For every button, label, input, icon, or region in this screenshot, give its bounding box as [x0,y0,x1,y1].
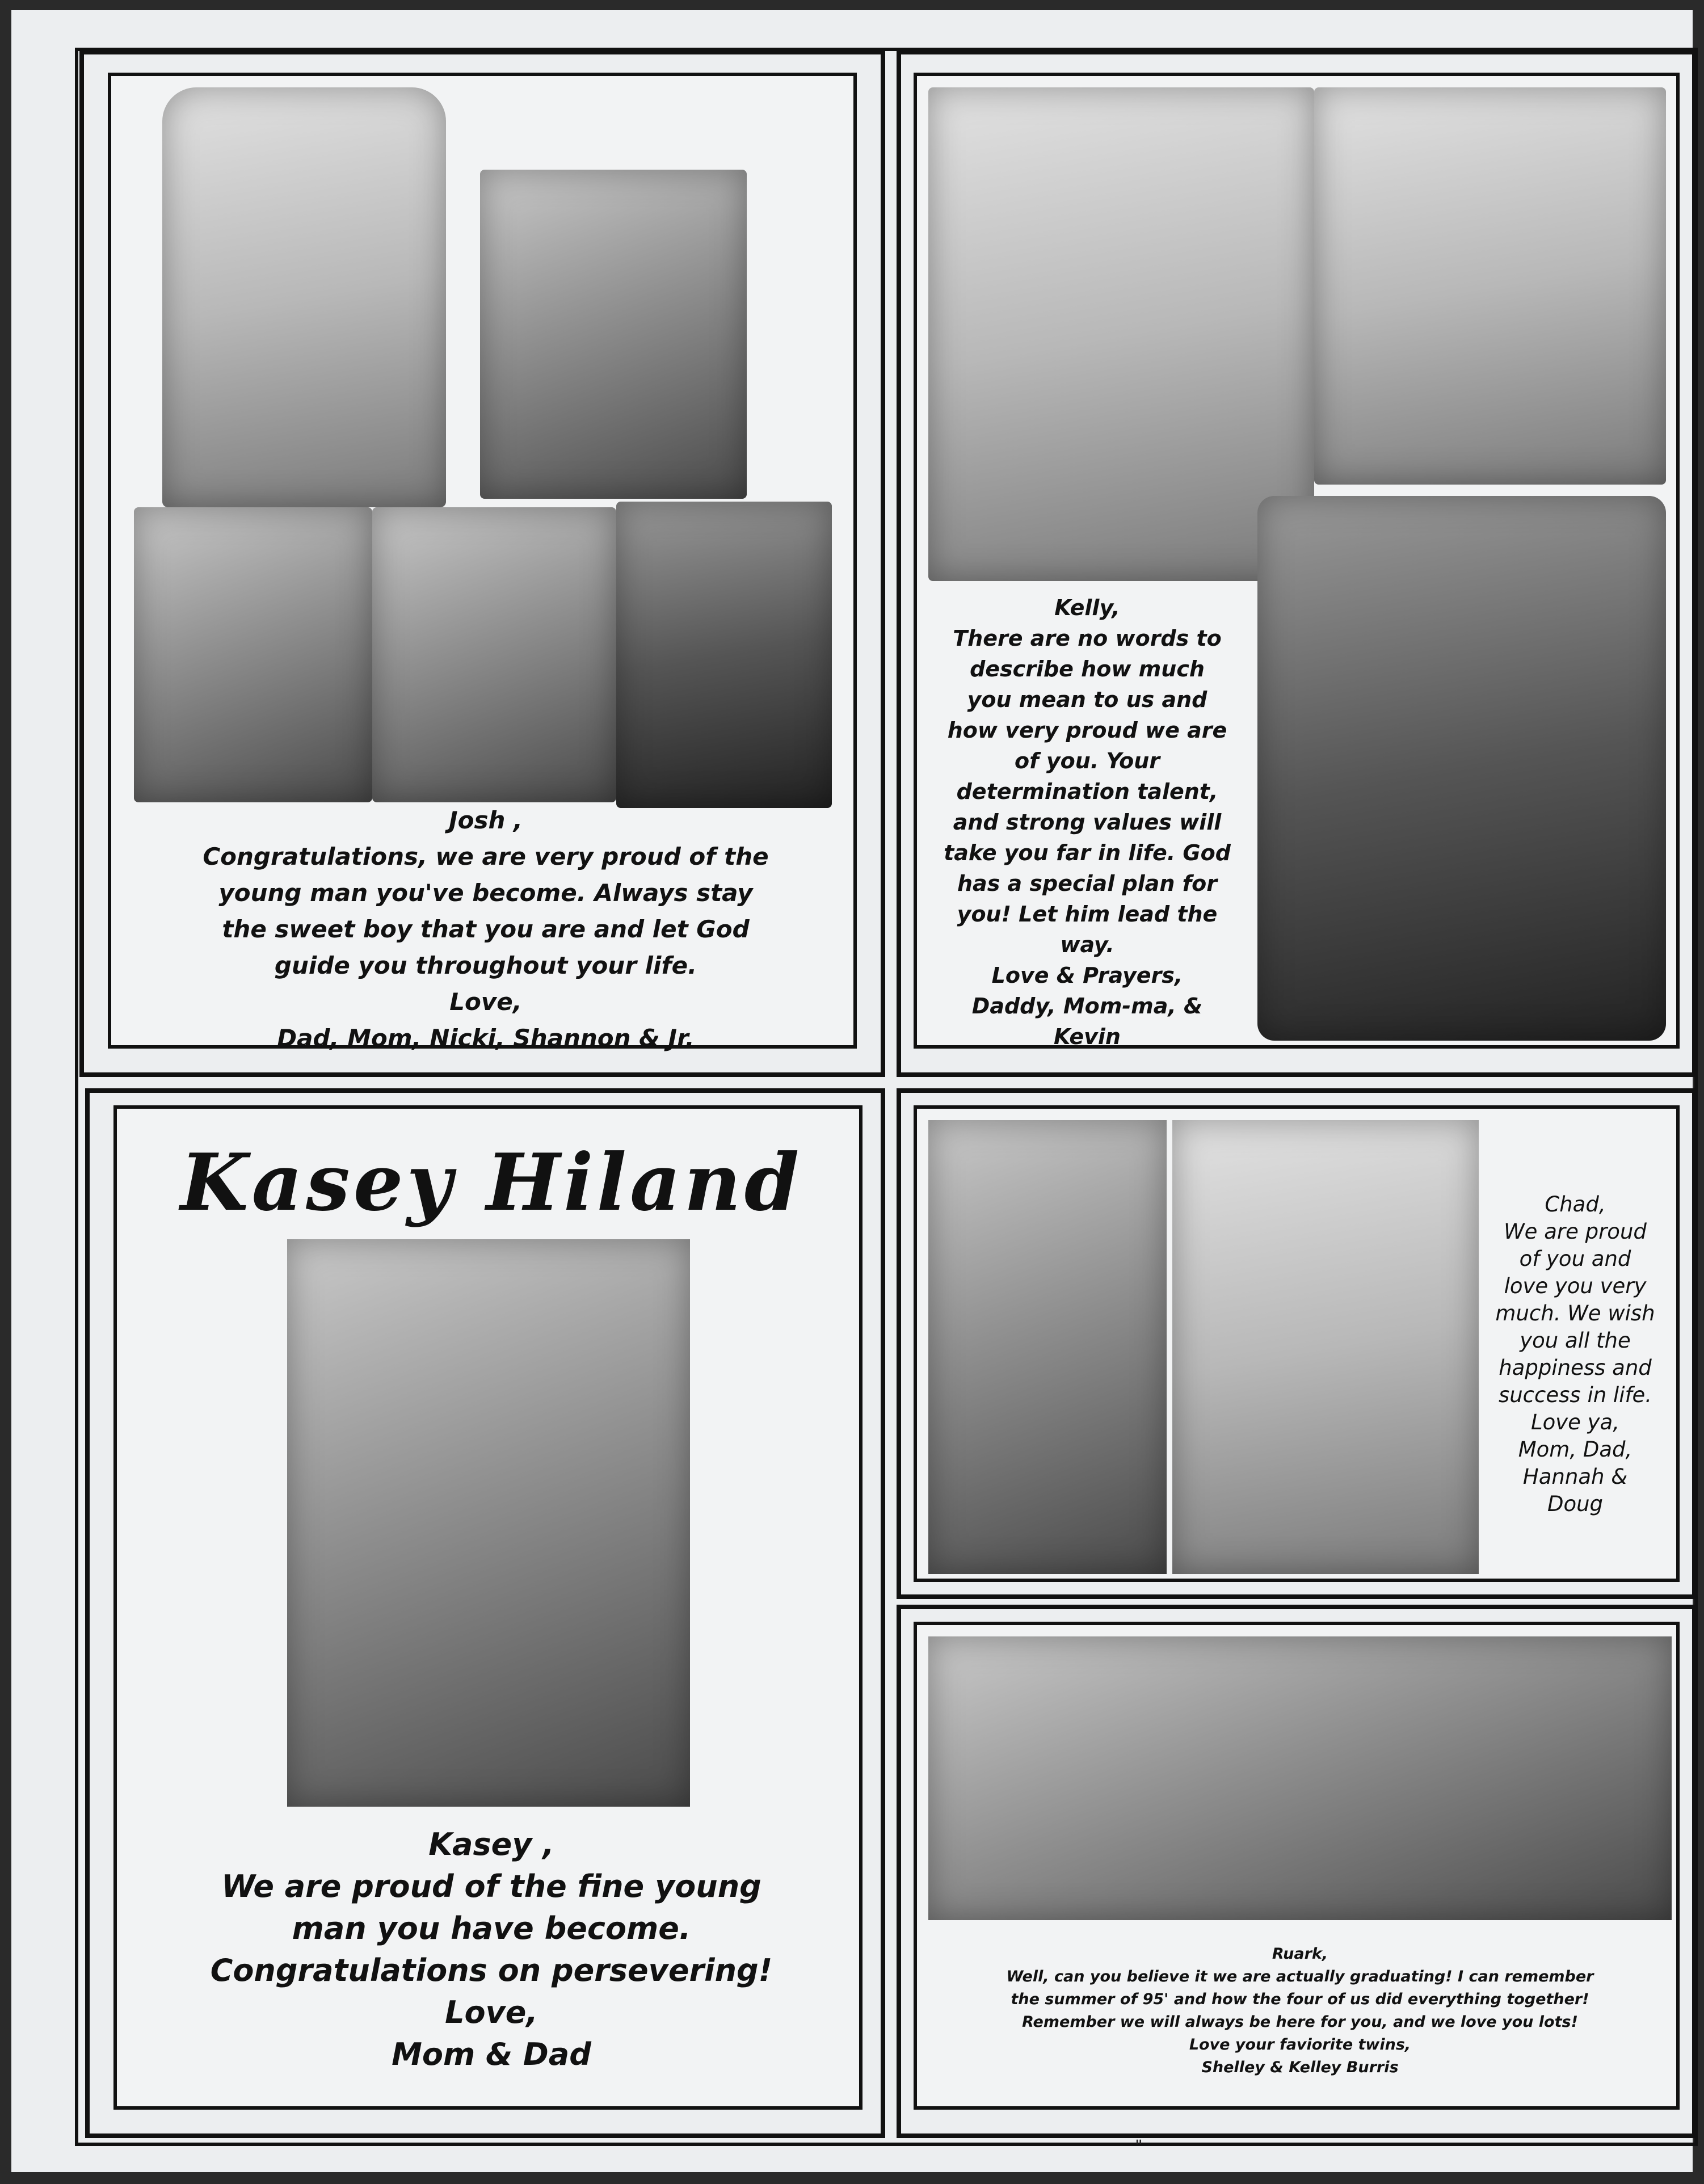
kelly-message-line: and strong values will [953,810,1222,835]
footer-mark: " [1135,2137,1143,2157]
kasey-message-line: Love, [445,1994,538,2030]
kelly-message-line: you! Let him lead the [957,902,1218,927]
ruark-message-line: Ruark, [1272,1945,1328,1963]
ruark-group-couch-photo [928,1636,1672,1920]
chad-message-line: Doug [1547,1492,1604,1516]
kelly-message-line: you mean to us and [967,687,1207,712]
josh-message-line: the sweet boy that you are and let God [222,915,750,943]
kasey-message-line: man you have become. [292,1911,691,1946]
chad-panel [914,1105,1680,1582]
kasey-message-line: We are proud of the fine young [221,1869,761,1904]
ruark-message-line: the summer of 95' and how the four of us did everything together! [1011,1991,1589,2008]
ruark-message-line: Remember we will always be here for you, and we love you lots! [1022,2013,1578,2031]
chad-message-line: Chad, [1545,1192,1606,1217]
kelly-message-line: has a special plan for [957,871,1217,896]
josh-panel [108,73,857,1052]
josh-message [111,802,860,1057]
ruark-message [917,1943,1683,2079]
chad-toddler-photo [1172,1120,1479,1574]
josh-message-line: Love, [449,988,522,1016]
kasey-title: Kasey Hiland [180,1136,803,1228]
chad-message [1479,1191,1672,1518]
josh-message-line: Josh , [449,806,523,834]
josh-message-line: young man you've become. Always stay [218,879,753,907]
chad-message-line: success in life. [1498,1383,1652,1407]
josh-message-line: Congratulations, we are very proud of the [203,843,769,870]
kelly-bedroom-photo [1314,87,1666,485]
chad-message-line: Mom, Dad, [1518,1437,1633,1462]
kelly-panel [914,73,1680,1049]
ruark-message-line: Shelley & Kelley Burris [1201,2059,1399,2076]
chad-message-line: much. We wish [1495,1301,1655,1325]
josh-message-line: guide you throughout your life. [274,952,697,979]
kelly-message [923,592,1252,1052]
kasey-message-line: Congratulations on persevering! [210,1952,773,1988]
kelly-message-line: describe how much [970,657,1205,681]
kelly-message-line: of you. Your [1015,748,1160,773]
chad-message-line: love you very [1504,1274,1647,1298]
kelly-message-line: Kelly, [1054,595,1120,620]
kasey-message-line: Mom & Dad [392,2036,591,2072]
chad-message-line: happiness and [1499,1356,1652,1380]
kelly-toddler-portrait-photo [928,87,1314,581]
kelly-message-line: how very proud we are [947,718,1227,743]
chad-message-line: Hannah & [1522,1465,1628,1489]
josh-toddler-photo [372,507,616,802]
kelly-message-line: There are no words to [953,626,1222,651]
kasey-panel [113,1105,862,2110]
chad-message-line: We are proud [1504,1219,1647,1244]
chad-message-line: Love ya, [1530,1410,1619,1434]
chad-message-line: you all the [1520,1328,1631,1353]
josh-halloween-ghost-photo [162,87,446,507]
josh-pumpkin-costume-photo [134,507,372,802]
josh-suit-portrait-photo [616,502,832,808]
ruark-message-line: Love your faviorite twins, [1189,2036,1411,2053]
chad-message-line: of you and [1519,1247,1631,1271]
ruark-panel [914,1622,1680,2110]
kasey-message-line: Kasey , [428,1827,554,1862]
kelly-message-line: Love & Prayers, [991,963,1183,988]
kelly-message-line: take you far in life. God [944,840,1231,865]
ruark-message-line: Well, can you believe it we are actually graduating! I can remember [1006,1968,1594,1985]
chad-cap-portrait-photo [928,1120,1167,1574]
kelly-outdoor-portrait-photo [1257,496,1666,1041]
kasey-message [117,1824,866,2076]
kelly-message-line: Kevin [1054,1024,1121,1049]
kelly-message-line: determination talent, [956,779,1218,804]
josh-couple-photo [480,170,747,499]
yearbook-page [11,10,1693,2172]
josh-message-line: Dad, Mom, Nicki, Shannon & Jr. [277,1024,695,1052]
kelly-message-line: Daddy, Mom-ma, & [971,994,1203,1019]
kasey-portrait-photo [287,1239,690,1807]
kelly-message-line: way. [1060,932,1114,957]
